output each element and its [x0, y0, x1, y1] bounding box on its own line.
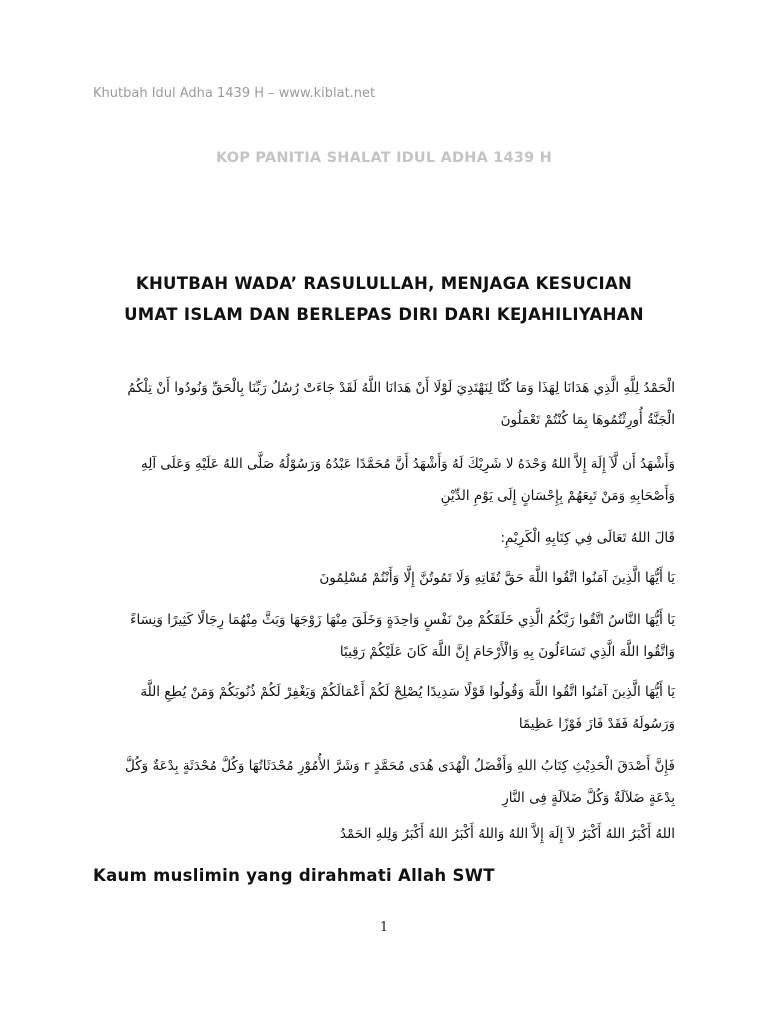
- arabic-line: يَا أَيُّهَا النَّاسُ اتَّقُوا رَبَّكُمُ الَّذِي خَلَقَكُمْ مِنْ نَفْسٍ وَاحِدَةٍ وَخَلَقَ مِنْهَا زَوْجَهَا وَبَثَّ مِنْهُمَا رِجَالًا كَثِيرًا وَنِسَاءً: [130, 612, 675, 628]
- khutbah-title-line-1: KHUTBAH WADA’ RASULULLAH, MENJAGA KESUCIAN: [135, 274, 633, 293]
- arabic-line: يَا أَيُّهَا الَّذِينَ آمَنُوا اتَّقُوا اللَّهَ وَقُولُوا قَوْلًا سَدِيدًا يُصْلِحْ لَكُمْ أَعْمَالَكُمْ وَيَغْفِرْ لَكُمْ ذُنُوبَكُمْ وَمَنْ يُطِعِ اللَّهَ: [140, 684, 675, 700]
- kop-heading: KOP PANITIA SHALAT IDUL ADHA 1439 H: [216, 150, 552, 166]
- arabic-line: قَالَ اللهُ تَعَالَى فِي كِتَابِهِ الْكَرِيْمِ:: [500, 530, 675, 546]
- page-number: 1: [379, 920, 389, 935]
- arabic-line: الْحَمْدُ لِلَّهِ الَّذِي هَدَانَا لِهَذَا وَمَا كُنَّا لِنَهْتَدِيَ لَوْلَا أَنْ هَدَانَا اللَّهُ لَقَدْ جَاءَتْ رُسُلُ رَبِّنَا بِالْحَقِّ وَنُودُوا أَنْ تِلْكُمُ: [127, 380, 675, 396]
- arabic-line: بِدْعَةٍ ضَلاَلَةٌ وَكُلَّ ضَلاَلَةٍ فِى النَّارِ: [502, 790, 675, 806]
- arabic-line: وَاتَّقُوا اللَّهَ الَّذِي تَسَاءَلُونَ بِهِ وَالْأَرْحَامَ إِنَّ اللَّهَ كَانَ عَلَيْكُمْ رَقِيبًا: [339, 644, 675, 660]
- arabic-line: وَأَصْحَابِهِ وَمَنْ تَبِعَهُمْ بِإِحْسَانٍ إِلَى يَوْمِ الدِّيْنِ: [440, 488, 675, 504]
- header-note: Khutbah Idul Adha 1439 H – www.kiblat.net: [93, 86, 376, 101]
- arabic-line: فَإِنَّ أَصْدَقَ الْحَدِيْثِ كِتَابُ اللهِ وَأَفْضَلُ الْهُدَى هُدَى مُحَمَّدٍ r وَشَرَّ الأُمُوْرِ مُحْدَثَاتُهَا وَكُلَّ مُحْدَثَةٍ بِدْعَةٌ وَكُلَّ: [124, 758, 675, 774]
- arabic-line: الْجَنَّةُ أُورِثْتُمُوهَا بِمَا كُنْتُمْ تَعْمَلُونَ: [500, 412, 675, 428]
- arabic-line: وَرَسُولَهُ فَقَدْ فَازَ فَوْزًا عَظِيمًا: [518, 716, 675, 732]
- congregation-greeting: Kaum muslimin yang dirahmati Allah SWT: [93, 866, 495, 885]
- khutbah-title-line-2: UMAT ISLAM DAN BERLEPAS DIRI DARI KEJAHILIYAHAN: [124, 305, 644, 324]
- arabic-line: اللهُ أَكْبَرُ اللهُ أَكْبَرُ لاَ إِلَهَ إِلاَّ اللهُ وَاللهُ أَكْبَرُ اللهُ أَكْبَرُ وَلِلهِ الحَمْدُ: [339, 826, 675, 842]
- arabic-line: يَا أَيُّهَا الَّذِينَ آمَنُوا اتَّقُوا اللَّهَ حَقَّ تُقَاتِهِ وَلَا تَمُوتُنَّ إِلَّا وَأَنْتُمْ مُسْلِمُونَ: [319, 570, 675, 586]
- arabic-line: وَأَشْهَدُ أَن لَّآ إِلَهَ إِلاَّ اللهُ وَحْدَهُ لا شَرِيْكَ لَهُ وَأَشْهَدُ أَنَّ مُحَمَّدًا عَبْدُهُ وَرَسُوْلُهُ صَلَّى اللهُ عَلَيْهِ وَعَلَى آلِهِ: [141, 456, 675, 472]
